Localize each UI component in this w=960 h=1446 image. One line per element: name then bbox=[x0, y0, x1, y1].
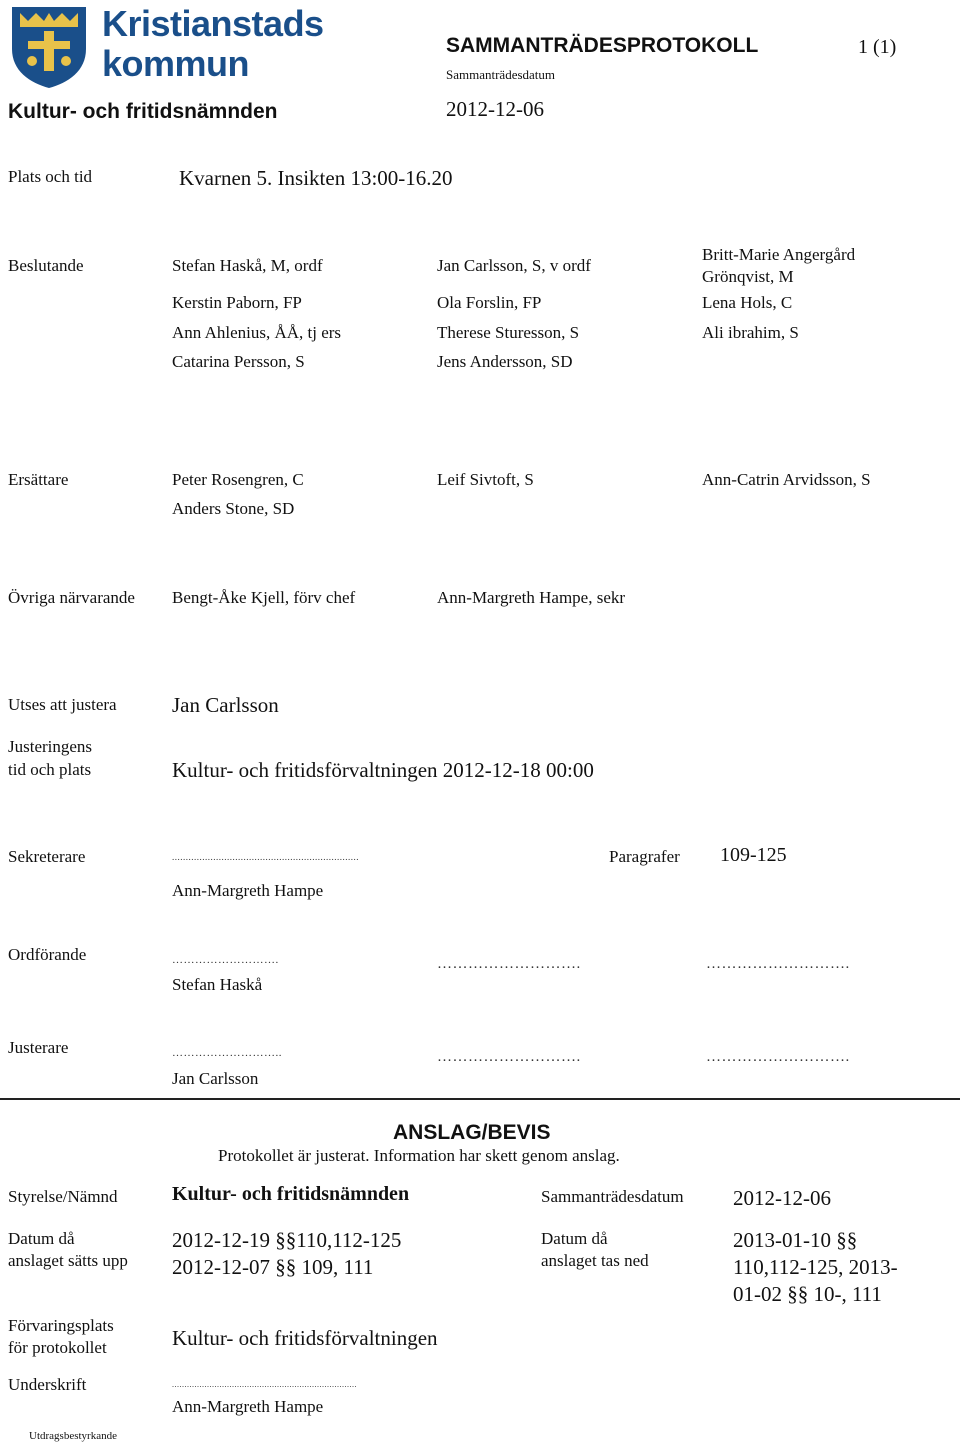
beslutande-member: Catarina Persson, S bbox=[172, 352, 305, 371]
signature-line: ………………………. bbox=[172, 954, 279, 966]
ned-value-1: 2013-01-10 §§ bbox=[733, 1228, 858, 1252]
date-label: Sammanträdesdatum bbox=[446, 67, 556, 82]
signature-line: ………………………. bbox=[706, 1049, 850, 1065]
ersattare-member: Anders Stone, SD bbox=[172, 499, 295, 518]
underskrift-name: Ann-Margreth Hampe bbox=[172, 1397, 324, 1416]
beslutande-member: Kerstin Paborn, FP bbox=[172, 293, 302, 312]
beslutande-member: Ola Forslin, FP bbox=[437, 293, 542, 312]
forvaring-label-1: Förvaringsplats bbox=[8, 1316, 114, 1335]
paragraph-label: Paragrafer bbox=[609, 847, 680, 866]
ersattare-label: Ersättare bbox=[8, 470, 69, 489]
beslutande-member: Jens Andersson, SD bbox=[437, 352, 573, 371]
anslag-date-label: Sammanträdesdatum bbox=[541, 1187, 684, 1206]
coat-of-arms-icon bbox=[8, 3, 90, 89]
justering-value: Kultur- och fritidsförvaltningen 2012-12-18 00:00 bbox=[172, 758, 594, 782]
ersattare-member: Ann-Catrin Arvidsson, S bbox=[702, 470, 871, 489]
divider bbox=[0, 1098, 960, 1100]
signature-line: .......................................................................... bbox=[172, 1380, 357, 1389]
org-name-line2: kommun bbox=[102, 43, 250, 84]
place-value: Kvarnen 5. Insikten 13:00-16.20 bbox=[179, 166, 453, 190]
anslag-date: 2012-12-06 bbox=[733, 1186, 831, 1210]
signature-line: .................................................................... bbox=[172, 852, 359, 862]
page-number: 1 (1) bbox=[858, 36, 897, 58]
org-name-line1: Kristianstads bbox=[102, 3, 324, 44]
doc-type: SAMMANTRÄDESPROTOKOLL bbox=[446, 34, 759, 57]
ordforande-label: Ordförande bbox=[8, 945, 87, 964]
underskrift-label: Underskrift bbox=[8, 1375, 87, 1394]
sekreterare-name: Ann-Margreth Hampe bbox=[172, 881, 324, 900]
place-label: Plats och tid bbox=[8, 167, 93, 186]
ned-value-2: 110,112-125, 2013- bbox=[733, 1255, 898, 1279]
ovriga-member: Bengt-Åke Kjell, förv chef bbox=[172, 588, 356, 607]
styrelse-label: Styrelse/Nämnd bbox=[8, 1187, 118, 1206]
upp-value-2: 2012-12-07 §§ 109, 111 bbox=[172, 1255, 374, 1279]
committee-name: Kultur- och fritidsnämnden bbox=[8, 100, 278, 123]
beslutande-member: Ann Ahlenius, ÅÅ, tj ers bbox=[172, 323, 342, 342]
justering-label-2: tid och plats bbox=[8, 760, 92, 779]
beslutande-member: Britt-Marie Angergård bbox=[702, 245, 856, 264]
ned-label-2: anslaget tas ned bbox=[541, 1251, 649, 1270]
forvaring-label-2: för protokollet bbox=[8, 1338, 107, 1357]
upp-label-2: anslaget sätts upp bbox=[8, 1251, 128, 1270]
justerare-name: Jan Carlsson bbox=[172, 1069, 259, 1088]
ordforande-name: Stefan Haskå bbox=[172, 975, 263, 994]
utdrag-label: Utdragsbestyrkande bbox=[29, 1430, 117, 1442]
ovriga-label: Övriga närvarande bbox=[8, 588, 135, 607]
ersattare-member: Peter Rosengren, C bbox=[172, 470, 304, 489]
justera-value: Jan Carlsson bbox=[172, 693, 279, 717]
beslutande-member: Lena Hols, C bbox=[702, 293, 793, 312]
beslutande-member: Jan Carlsson, S, v ordf bbox=[437, 256, 591, 275]
anslag-title: ANSLAG/BEVIS bbox=[393, 1121, 551, 1144]
logo bbox=[8, 3, 324, 91]
upp-value-1: 2012-12-19 §§110,112-125 bbox=[172, 1228, 402, 1252]
signature-line: ……………………….. bbox=[172, 1047, 282, 1059]
beslutande-member: Stefan Haskå, M, ordf bbox=[172, 256, 323, 275]
signature-line: ………………………. bbox=[437, 956, 581, 972]
ersattare-member: Leif Sivtoft, S bbox=[437, 470, 534, 489]
paragraph-value: 109-125 bbox=[720, 844, 787, 866]
justerare-label: Justerare bbox=[8, 1038, 69, 1057]
ned-label-1: Datum då bbox=[541, 1229, 608, 1248]
beslutande-member: Grönqvist, M bbox=[702, 267, 794, 286]
justering-label-1: Justeringens bbox=[8, 737, 93, 756]
beslutande-member: Ali ibrahim, S bbox=[702, 323, 799, 342]
anslag-subtitle: Protokollet är justerat. Information har skett genom anslag. bbox=[218, 1146, 620, 1165]
styrelse-value: Kultur- och fritidsnämnden bbox=[172, 1183, 410, 1205]
signature-line: ………………………. bbox=[706, 956, 850, 972]
meeting-date: 2012-12-06 bbox=[446, 97, 544, 121]
beslutande-member: Therese Sturesson, S bbox=[437, 323, 580, 342]
beslutande-label: Beslutande bbox=[8, 256, 84, 275]
ned-value-3: 01-02 §§ 10-, 111 bbox=[733, 1282, 882, 1306]
forvaring-value: Kultur- och fritidsförvaltningen bbox=[172, 1326, 438, 1350]
upp-label-1: Datum då bbox=[8, 1229, 75, 1248]
justera-label: Utses att justera bbox=[8, 695, 117, 714]
signature-line: ………………………. bbox=[437, 1049, 581, 1065]
ovriga-member: Ann-Margreth Hampe, sekr bbox=[437, 588, 626, 607]
sekreterare-label: Sekreterare bbox=[8, 847, 86, 866]
